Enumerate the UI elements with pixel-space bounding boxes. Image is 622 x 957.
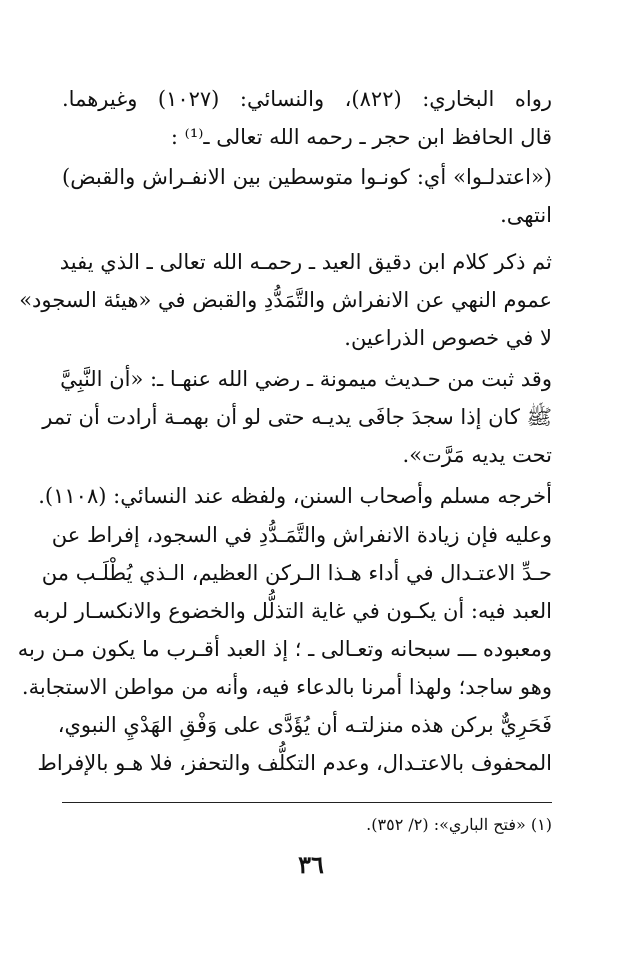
text-line: وقد ثبت من حـديث ميمونة ـ رضي الله عنهـا ـ: «أن النَّبِيَّ: [60, 367, 552, 391]
text-line: قال الحافظ ابن حجر ـ رحمه الله تعالى ـ⁽¹⁾ :: [170, 125, 552, 149]
text-line: حـدِّ الاعتـدال في أداء هـذا الـركن العظيم، الـذي يُطْلَـب من: [41, 561, 552, 585]
text-line: المحفوف بالاعتـدال، وعدم التكلُّف والتحفز، فلا هـو بالإفراط: [37, 751, 552, 775]
text-line: رواه البخاري: (٨٢٢)، والنسائي: (١٠٢٧) وغيرهما.: [62, 87, 552, 111]
text-line: وعليه فإن زيادة الانفراش والتَّمَـدُّدِ في السجود، إفراط عن: [51, 523, 552, 547]
text-line: ومعبوده ـــ سبحانه وتعـالى ـ ؛ إذ العبد أقـرب ما يكون مـن ربه: [17, 637, 552, 661]
footnote-divider: [62, 802, 552, 803]
text-line: فَحَرِيٌّ بركن هذه منزلتـه أن يُؤَدَّى على وَفْقِ الهَدْيِ النبوي،: [57, 713, 552, 737]
text-line: ﷺ كان إذا سجدَ جافَى يديـه حتى لو أن بهمـة أرادت أن تمر: [42, 405, 552, 429]
page-number: ٣٦: [298, 850, 324, 879]
text-line: («اعتدلـوا» أي: كونـوا متوسطين بين الانفـراش والقبض): [62, 165, 552, 189]
text-line: وهو ساجد؛ ولهذا أمرنا بالدعاء فيه، وأنه من مواطن الاستجابة.: [21, 675, 552, 699]
text-line: أخرجه مسلم وأصحاب السنن، ولفظه عند النسائي: (١١٠٨).: [38, 484, 552, 508]
text-line: عموم النهي عن الانفراش والتَّمَدُّدِ والقبض في «هيئة السجود»: [19, 288, 552, 312]
text-line: تحت يديه مَرَّت».: [402, 443, 552, 467]
text-line: انتهى.: [500, 203, 552, 227]
footnote: (١) «فتح الباري»: (٢/ ٣٥٢).: [366, 815, 552, 834]
text-line: العبد فيه: أن يكـون في غاية التذلُّل والخضوع والانكسـار لربه: [33, 599, 552, 623]
text-line: لا في خصوص الذراعين.: [344, 326, 552, 350]
text-line: ثم ذكر كلام ابن دقيق العيد ـ رحمـه الله تعالى ـ الذي يفيد: [59, 250, 552, 274]
